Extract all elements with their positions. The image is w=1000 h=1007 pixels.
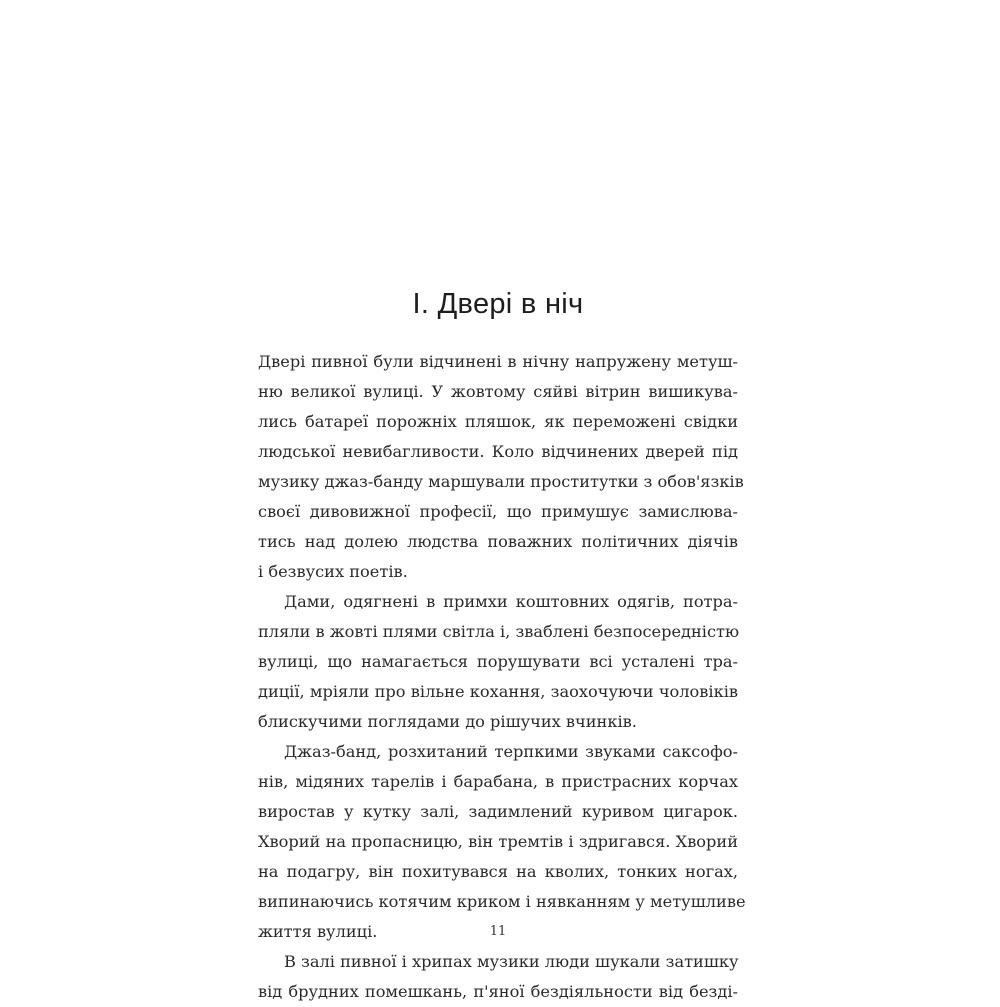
text-line: Хворий на пропасницю, він тремтів і здригався. Хворий bbox=[258, 832, 738, 851]
text-line: музику джаз-банду маршували проститутки з обов'язків bbox=[258, 472, 744, 491]
chapter-title: I. Двері в ніч bbox=[412, 288, 584, 320]
text-line: своєї дивовижної професії, що примушує замислюва- bbox=[258, 502, 738, 521]
text-line: тись над долею людства поважних політичних діячів bbox=[258, 532, 738, 551]
text-line: нів, мідяних тарелів і барабана, в пристрасних корчах bbox=[258, 772, 738, 791]
text-line: людської невибагливости. Коло відчинених дверей під bbox=[258, 442, 738, 461]
text-line: Джаз-банд, розхитаний терпкими звуками саксофо- bbox=[284, 742, 738, 761]
text-line: від брудних помешкань, п'яної бездіяльности від безді- bbox=[258, 982, 738, 1001]
text-line: життя вулиці. bbox=[258, 922, 378, 941]
text-line: Двері пивної були відчинені в нічну напружену метуш- bbox=[258, 352, 738, 371]
text-line: пляли в жовті плями світла і, звабленi безпосередністю bbox=[258, 622, 740, 641]
text-line: ню великої вулиці. У жовтому сяйві вітрин вишикува- bbox=[258, 382, 738, 401]
text-line: лись батареї порожніх пляшок, як переможені свідки bbox=[258, 412, 738, 431]
chapter-body bbox=[258, 347, 746, 1007]
text-line: блискучими поглядами до рішучих вчинків. bbox=[258, 712, 637, 731]
text-line: В залі пивної і хрипах музики люди шукали затишку bbox=[284, 952, 739, 971]
text-line: виростав у кутку залі, задимлений куривом цигарок. bbox=[258, 802, 738, 821]
text-line: диції, мріяли про вільне кохання, заохочуючи чоловіків bbox=[258, 682, 738, 701]
text-line: випинаючись котячим криком і нявканням у метушливе bbox=[258, 892, 746, 911]
text-line: і безвусих поетів. bbox=[258, 562, 408, 581]
text-line: на подагру, він похитувався на кволих, тонких ногах, bbox=[258, 862, 738, 881]
text-line: вулиці, що намагається порушувати всі усталені тра- bbox=[258, 652, 738, 671]
page-number: 11 bbox=[489, 924, 507, 939]
text-line: Дами, одягнені в примхи коштовних одягів, потра- bbox=[284, 592, 738, 611]
